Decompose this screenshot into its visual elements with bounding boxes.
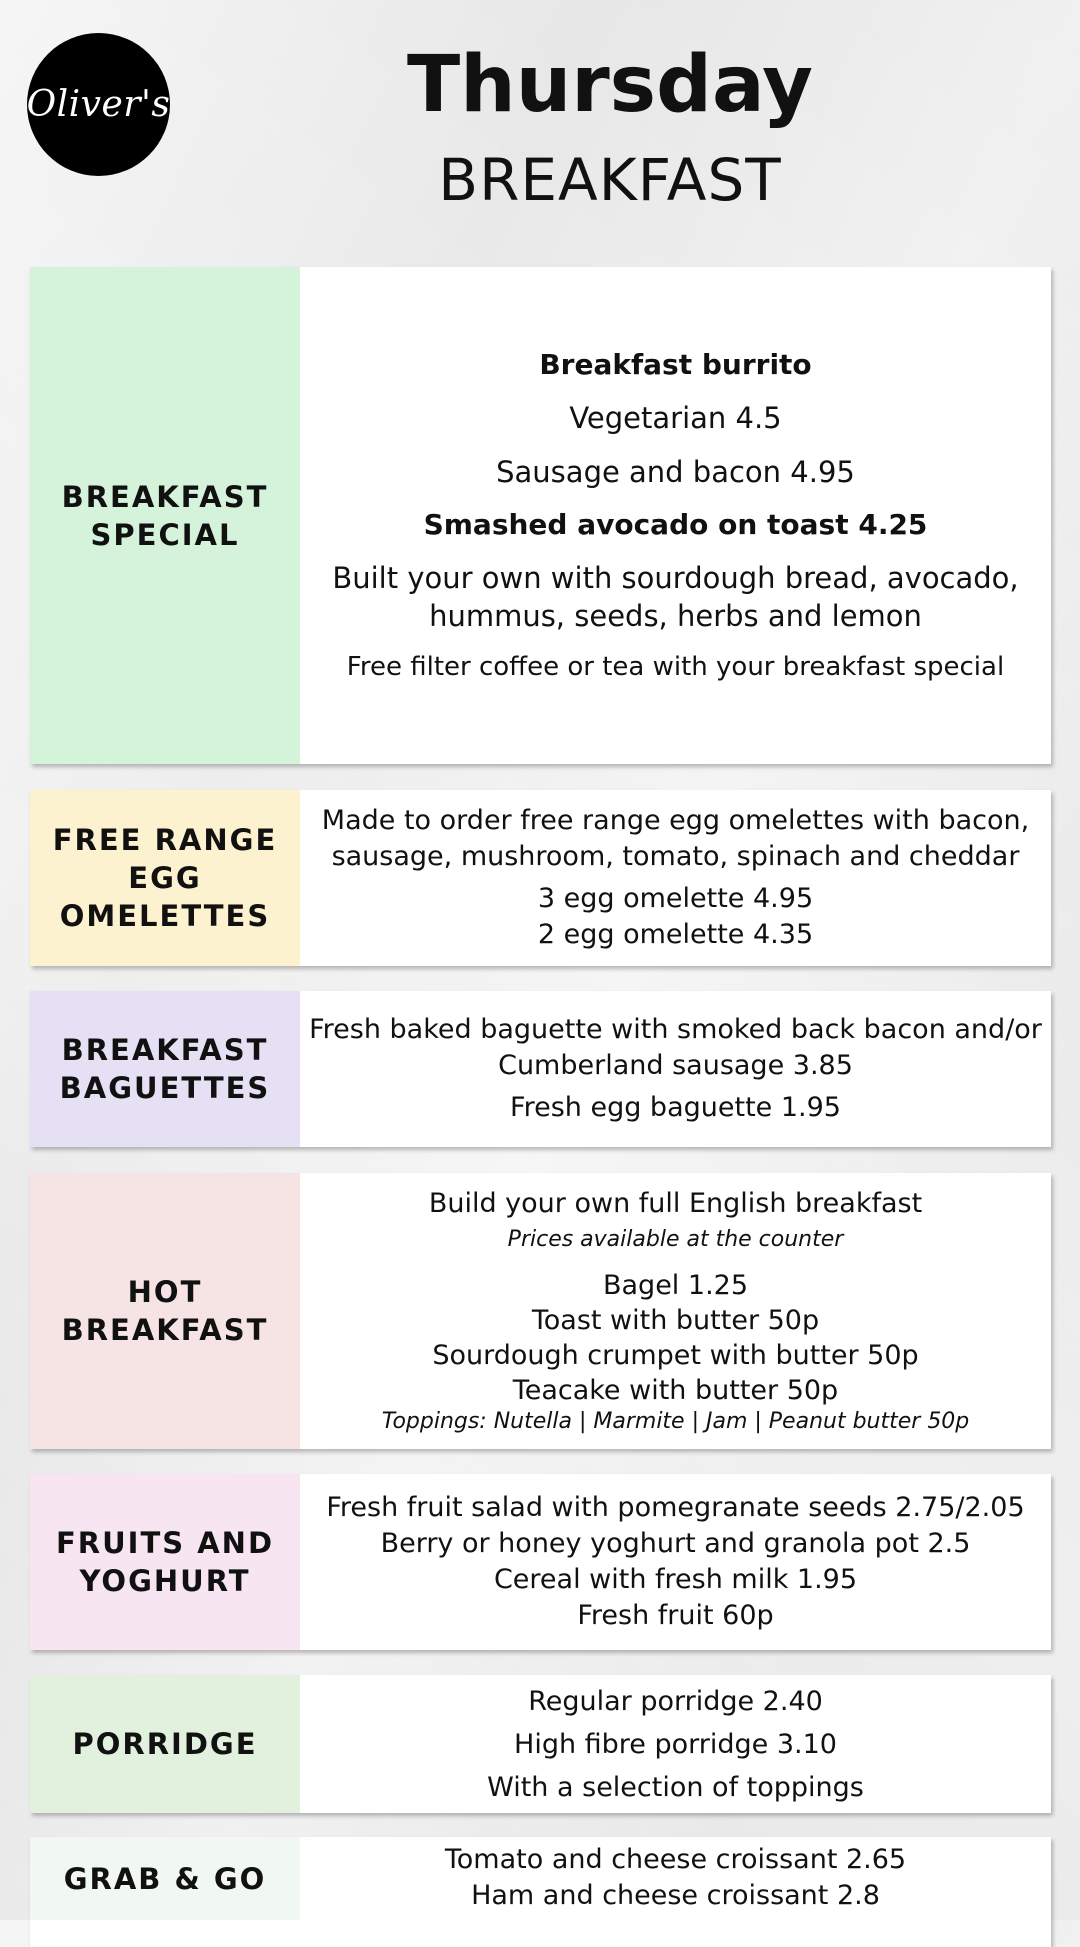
menu-note: Prices available at the counter <box>507 1227 844 1252</box>
menu-item: Breakfast burrito <box>539 347 812 381</box>
day-title: Thursday <box>406 40 814 130</box>
menu-item: Regular porridge 2.40 <box>528 1685 823 1717</box>
menu-item: Sourdough crumpet with butter 50p <box>432 1340 919 1371</box>
menu-item: Cereal with fresh milk 1.95 <box>493 1564 858 1595</box>
menu-item: Ham and cheese croissant 2.8 <box>471 1880 880 1911</box>
category-label: PORRIDGE <box>30 1675 300 1813</box>
section-content <box>300 1837 1051 1925</box>
logo-text: Oliver's <box>26 84 171 125</box>
menu-item: Fresh fruit 60p <box>577 1600 774 1631</box>
menu-item: Smashed avocado on toast 4.25 <box>423 507 928 541</box>
menu-item: 2 egg omelette 4.35 <box>537 919 814 950</box>
section-content <box>300 1173 1051 1449</box>
menu-item: Bagel 1.25 <box>602 1270 749 1301</box>
menu-item: Tomato and cheese croissant 2.65 <box>444 1844 907 1875</box>
section-grab-go <box>30 1837 1051 1947</box>
menu-item: Fresh fruit salad with pomegranate seeds 2.75/2.05 <box>326 1492 1025 1523</box>
category-label: BREAKFAST BAGUETTES <box>30 991 300 1147</box>
menu-item: Fresh egg baguette 1.95 <box>510 1092 841 1123</box>
menu-item: Fresh baked baguette with smoked back bacon and/or Cumberland sausage 3.85 <box>309 1014 1042 1081</box>
meal-title: BREAKFAST <box>438 146 782 214</box>
menu-item: Made to order free range egg omelettes with bacon, sausage, mushroom, tomato, spinach and cheddar <box>321 805 1030 872</box>
section-porridge <box>30 1675 1051 1813</box>
category-label: FRUITS AND YOGHURT <box>30 1474 300 1650</box>
menu-item: Free filter coffee or tea with your breakfast special <box>346 651 1005 682</box>
menu-item: Build your own full English breakfast <box>428 1188 923 1219</box>
menu-note: Toppings: Nutella | Marmite | Jam | Peanut butter 50p <box>381 1409 970 1434</box>
menu-item: 3 egg omelette 4.95 <box>537 883 814 914</box>
menu-item: Toast with butter 50p <box>531 1305 820 1336</box>
section-content <box>300 1474 1051 1650</box>
category-label: GRAB & GO <box>30 1837 300 1920</box>
category-label: FREE RANGE EGG OMELETTES <box>30 790 300 966</box>
menu-item: High fibre porridge 3.10 <box>514 1728 837 1760</box>
section-content <box>300 790 1051 966</box>
menu-item: Teacake with butter 50p <box>512 1375 839 1406</box>
category-label: BREAKFAST SPECIAL <box>30 267 300 764</box>
menu-item: Built your own with sourdough bread, avocado, hummus, seeds, herbs and lemon <box>332 560 1019 633</box>
section-hot-breakfast <box>30 1173 1051 1449</box>
section-breakfast-special <box>30 267 1051 764</box>
section-content <box>300 991 1051 1147</box>
brand-logo <box>27 33 170 176</box>
menu-item: With a selection of toppings <box>487 1771 864 1803</box>
section-fruits-yoghurt <box>30 1474 1051 1650</box>
menu-item: Berry or honey yoghurt and granola pot 2.5 <box>380 1528 971 1559</box>
section-content <box>300 267 1051 764</box>
section-content <box>300 1675 1051 1813</box>
menu-item: Sausage and bacon 4.95 <box>496 454 855 489</box>
category-label: HOT BREAKFAST <box>30 1173 300 1449</box>
menu-item: Vegetarian 4.5 <box>569 400 782 435</box>
section-baguettes <box>30 991 1051 1147</box>
section-omelettes <box>30 790 1051 966</box>
